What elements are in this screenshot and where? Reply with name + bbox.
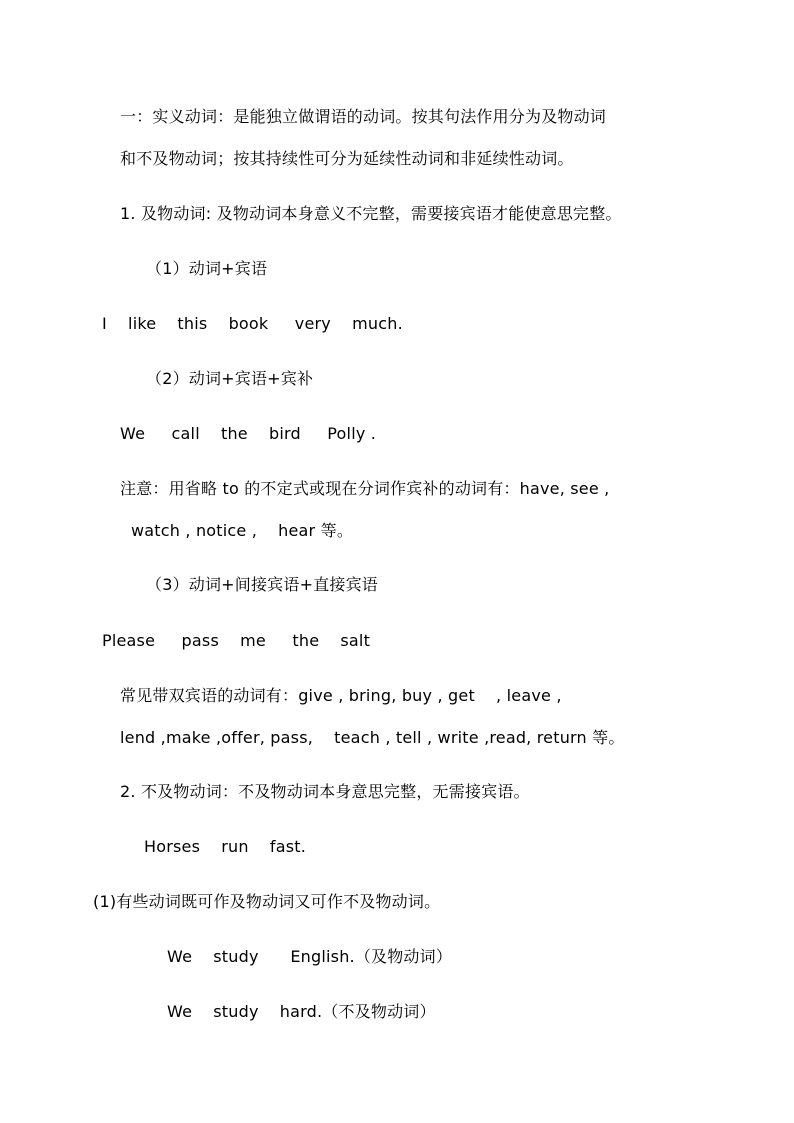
note-line-1: 注意：用省略 to 的不定式或现在分词作宾补的动词有：have, see , xyxy=(120,479,610,498)
example-sentence-4: Horses run fast. xyxy=(144,837,306,856)
double-object-verbs-line-1: 常见带双宾语的动词有：give , bring, buy , get , leave , xyxy=(120,686,562,705)
example-sentence-6: We study hard.（不及物动词） xyxy=(167,1002,436,1021)
pattern-3-heading: （3）动词+间接宾语+直接宾语 xyxy=(146,575,378,594)
pattern-2-heading: （2）动词+宾语+宾补 xyxy=(146,369,314,388)
definition-line-1: 一：实义动词：是能独立做谓语的动词。按其句法作用分为及物动词 xyxy=(120,107,607,126)
intransitive-heading: 2. 不及物动词：不及物动词本身意思完整，无需接宾语。 xyxy=(120,782,530,801)
dual-use-verbs-heading: (1)有些动词既可作及物动词又可作不及物动词。 xyxy=(93,892,441,911)
example-sentence-5: We study English.（及物动词） xyxy=(167,947,453,966)
example-sentence-2: We call the bird Polly . xyxy=(120,424,377,443)
definition-line-2: 和不及物动词；按其持续性可分为延续性动词和非延续性动词。 xyxy=(120,149,574,168)
pattern-1-heading: （1）动词+宾语 xyxy=(146,259,268,278)
note-line-2: watch , notice , hear 等。 xyxy=(131,521,354,540)
double-object-verbs-line-2: lend ,make ,offer, pass, teach , tell , write ,read, return 等。 xyxy=(120,728,625,747)
transitive-heading: 1. 及物动词: 及物动词本身意义不完整，需要接宾语才能使意思完整。 xyxy=(120,204,622,223)
example-sentence-3: Please pass me the salt xyxy=(102,631,371,650)
example-sentence-1: I like this book very much. xyxy=(102,314,403,333)
